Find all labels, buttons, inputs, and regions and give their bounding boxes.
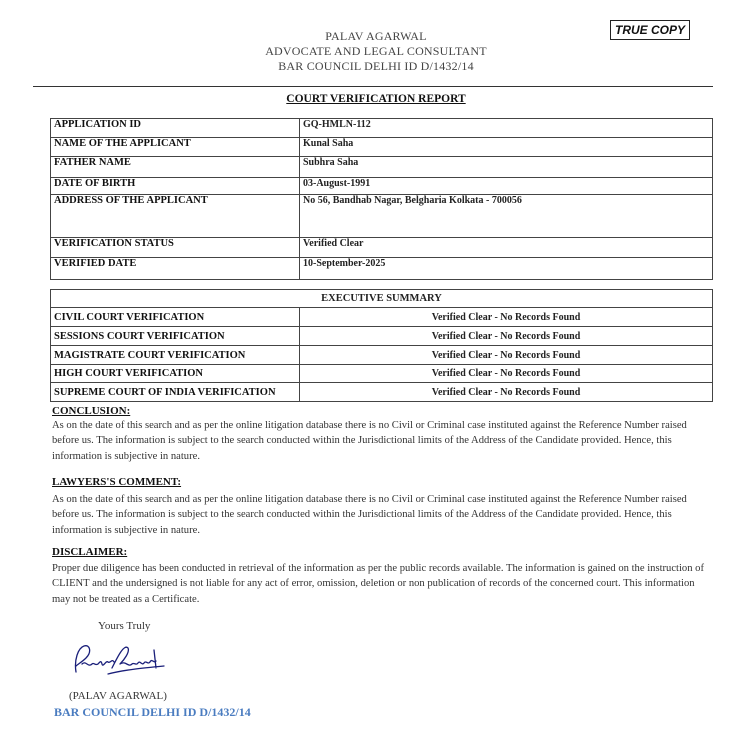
detail-value: Verified Clear [300, 238, 713, 258]
detail-value: Subhra Saha [300, 157, 713, 178]
detail-row-date-of-birth [51, 178, 713, 195]
detail-value: 03-August-1991 [300, 178, 713, 195]
detail-label: ADDRESS OF THE APPLICANT [51, 195, 300, 238]
disclaimer-text: Proper due diligence has been conducted in retrieval of the information as per the public records available. The information is gained on the instruction of CLIENT and the undersigned is not liable for any act of error, omission, deletion or non publication of records of the concerned court. This information may not be treated as a Certificate. [52, 563, 704, 605]
lawyers-comment-heading: LAWYERS'S COMMENT: [52, 476, 182, 488]
detail-row-application-id [51, 119, 713, 138]
summary-row-civil [51, 308, 713, 327]
signatory-name: (PALAV AGARWAL) [69, 690, 167, 702]
lawyers-comment-text: As on the date of this search and as per the online litigation database there is no Civil or Criminal case instituted against the Reference Number raised before us. The information is subject to the search conducted within the Jurisdictional limits of the Address of the Candidate provided. Hence, this information is subjective in nature. [52, 494, 687, 536]
summary-row-supreme-court [51, 383, 713, 402]
detail-label: NAME OF THE APPLICANT [51, 138, 300, 157]
detail-row-father-name [51, 157, 713, 178]
summary-row-sessions [51, 327, 713, 346]
executive-summary-table [50, 289, 713, 402]
true-copy-stamp: TRUE COPY [610, 20, 690, 40]
summary-label: SESSIONS COURT VERIFICATION [51, 327, 300, 346]
header-divider [33, 86, 713, 87]
detail-row-verification-status [51, 238, 713, 258]
detail-label: DATE OF BIRTH [51, 178, 300, 195]
summary-label: CIVIL COURT VERIFICATION [51, 308, 300, 327]
advocate-designation: ADVOCATE AND LEGAL CONSULTANT [265, 44, 487, 58]
executive-summary-title: EXECUTIVE SUMMARY [51, 290, 713, 308]
advocate-name: PALAV AGARWAL [325, 29, 427, 43]
summary-header-row [51, 290, 713, 308]
conclusion-heading: CONCLUSION: [52, 405, 131, 417]
detail-label: VERIFIED DATE [51, 258, 300, 280]
detail-label: VERIFICATION STATUS [51, 238, 300, 258]
summary-value: Verified Clear - No Records Found [300, 346, 713, 365]
closing-yours-truly: Yours Truly [98, 620, 151, 632]
detail-label: FATHER NAME [51, 157, 300, 178]
applicant-details-table [50, 118, 713, 280]
detail-row-applicant-name [51, 138, 713, 157]
detail-value: GQ-HMLN-112 [300, 119, 713, 138]
summary-value: Verified Clear - No Records Found [300, 383, 713, 402]
detail-value: Kunal Saha [300, 138, 713, 157]
report-title: COURT VERIFICATION REPORT [286, 93, 466, 105]
footer-bar-council-id: BAR COUNCIL DELHI ID D/1432/14 [54, 705, 251, 719]
summary-value: Verified Clear - No Records Found [300, 308, 713, 327]
summary-value: Verified Clear - No Records Found [300, 365, 713, 383]
detail-value: 10-September-2025 [300, 258, 713, 280]
detail-label: APPLICATION ID [51, 119, 300, 138]
detail-row-address [51, 195, 713, 238]
disclaimer-heading: DISCLAIMER: [52, 546, 128, 558]
summary-label: MAGISTRATE COURT VERIFICATION [51, 346, 300, 365]
detail-value: No 56, Bandhab Nagar, Belgharia Kolkata - 700056 [300, 195, 713, 238]
summary-row-magistrate [51, 346, 713, 365]
summary-row-high-court [51, 365, 713, 383]
summary-value: Verified Clear - No Records Found [300, 327, 713, 346]
conclusion-text: As on the date of this search and as per the online litigation database there is no Civil or Criminal case instituted against the Reference Number raised before us. The information is subject to the search conducted within the Jurisdictional limits of the Address of the Candidate provided. Hence, this information is subjective in nature. [52, 420, 687, 462]
summary-label: SUPREME COURT OF INDIA VERIFICATION [51, 383, 300, 402]
handwritten-signature [68, 638, 168, 680]
summary-label: HIGH COURT VERIFICATION [51, 365, 300, 383]
header-bar-council-id: BAR COUNCIL DELHI ID D/1432/14 [278, 59, 474, 73]
detail-row-verified-date [51, 258, 713, 280]
